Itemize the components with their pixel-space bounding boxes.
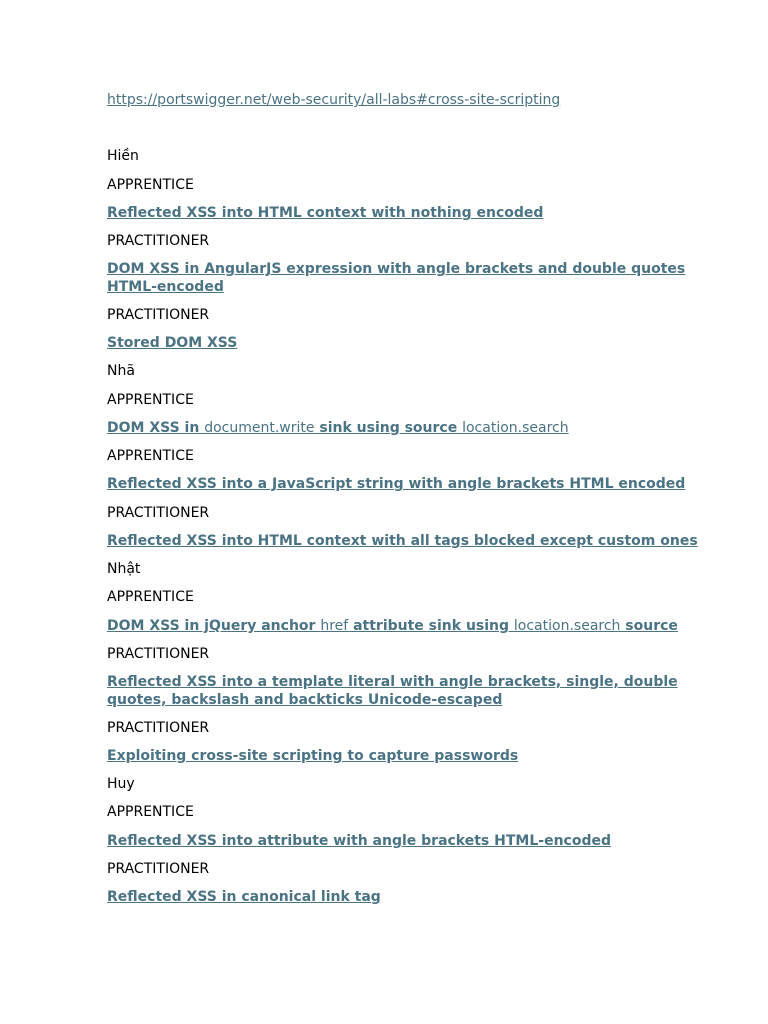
person-name: Nhã	[107, 363, 135, 379]
code-term: document.write	[204, 420, 315, 436]
level-label: APPRENTICE	[107, 448, 194, 464]
level-label: PRACTITIONER	[107, 505, 210, 521]
lab-link[interactable]	[107, 617, 707, 635]
all-labs-url-link[interactable]: https://portswigger.net/web-security/all-labs#cross-site-scripting	[107, 92, 561, 108]
lab-link[interactable]: Reflected XSS into a JavaScript string with angle brackets HTML encoded	[107, 476, 686, 492]
person-name: Hiền	[107, 148, 139, 164]
code-term: location.search	[462, 420, 569, 436]
lab-link[interactable]	[107, 419, 707, 437]
lab-link[interactable]: DOM XSS in AngularJS expression with angle brackets and double quotes HTML-encoded	[107, 261, 686, 295]
person-name: Huy	[107, 776, 135, 792]
level-label: PRACTITIONER	[107, 720, 210, 736]
lab-link[interactable]: Exploiting cross-site scripting to capture passwords	[107, 748, 519, 764]
lab-title-part: source	[620, 618, 678, 634]
lab-link[interactable]: Reflected XSS into HTML context with nothing encoded	[107, 205, 544, 221]
level-label: APPRENTICE	[107, 589, 194, 605]
level-label: PRACTITIONER	[107, 233, 210, 249]
lab-title-part: sink using source	[314, 420, 463, 436]
level-label: APPRENTICE	[107, 177, 194, 193]
code-term: location.search	[513, 618, 621, 634]
person-name: Nhật	[107, 561, 141, 577]
lab-link[interactable]: Reflected XSS in canonical link tag	[107, 889, 381, 905]
level-label: PRACTITIONER	[107, 307, 210, 323]
lab-link[interactable]: Reflected XSS into a template literal with angle brackets, single, double quotes, backslash and backticks Unicode-escaped	[107, 674, 678, 708]
level-label: PRACTITIONER	[107, 646, 210, 662]
lab-title-part: DOM XSS in jQuery anchor	[107, 618, 321, 634]
code-term: href	[320, 618, 349, 634]
level-label: APPRENTICE	[107, 392, 194, 408]
lab-title-part: attribute sink using	[348, 618, 514, 634]
lab-link[interactable]: Stored DOM XSS	[107, 335, 238, 351]
lab-link[interactable]: Reflected XSS into attribute with angle brackets HTML-encoded	[107, 833, 611, 849]
lab-title-part: DOM XSS in	[107, 420, 205, 436]
level-label: APPRENTICE	[107, 804, 194, 820]
level-label: PRACTITIONER	[107, 861, 210, 877]
lab-link[interactable]: Reflected XSS into HTML context with all tags blocked except custom ones	[107, 533, 698, 549]
